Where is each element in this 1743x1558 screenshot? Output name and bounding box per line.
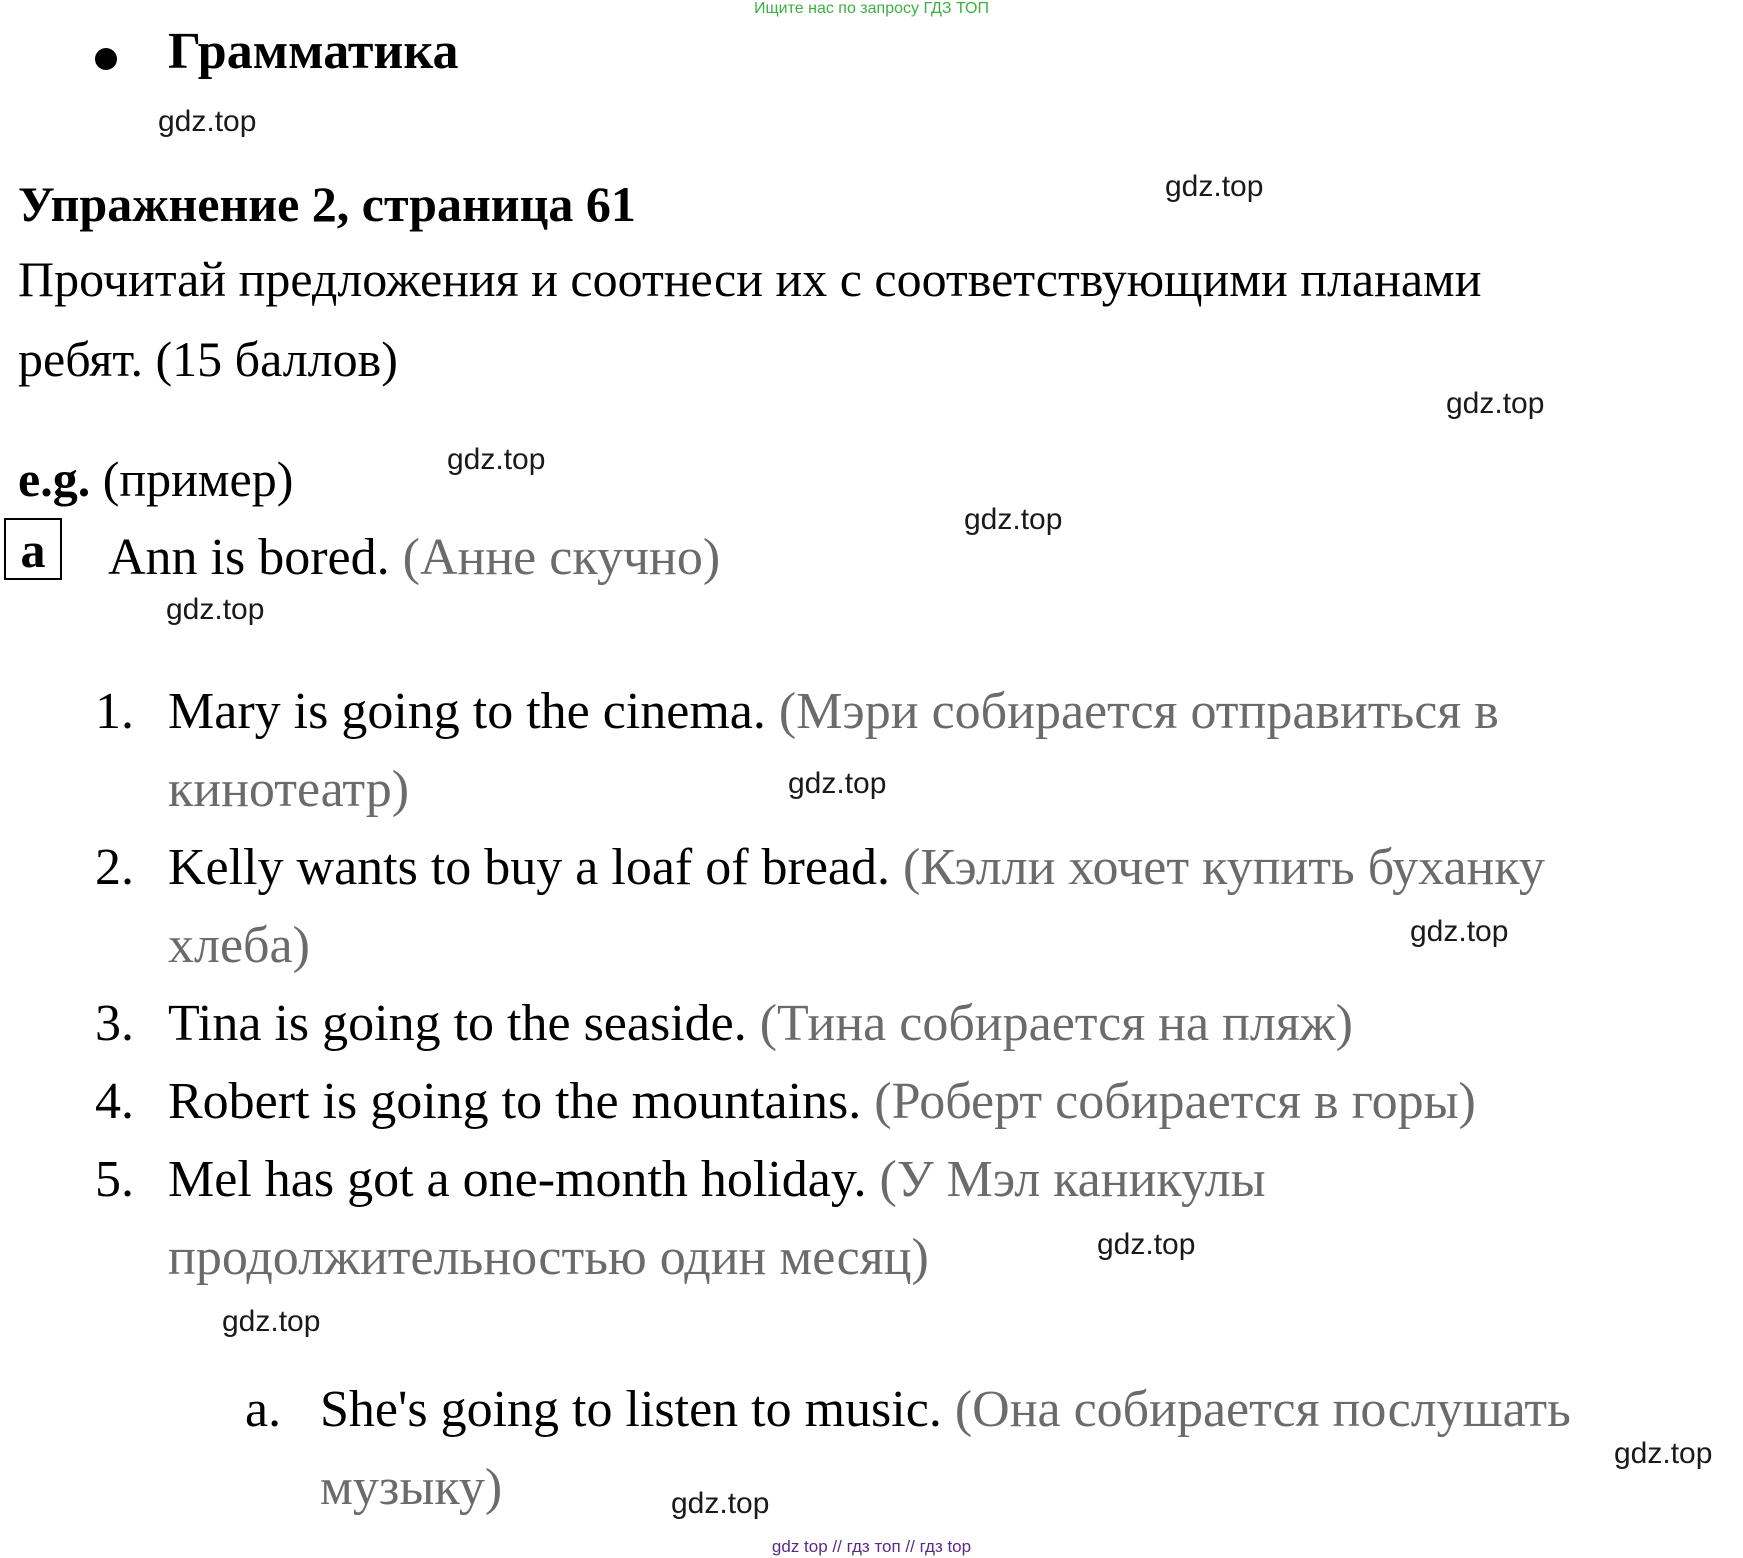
- item-translation-cont: хлеба): [168, 917, 310, 974]
- example-label: [18, 450, 293, 508]
- watermark: gdz.top: [447, 443, 546, 476]
- item-translation: (Мэри собирается отправиться в: [765, 683, 1499, 740]
- item-text: Mary is going to the cinema.: [168, 683, 766, 740]
- search-hint: Ищите нас по запросу ГДЗ ТОП: [754, 0, 989, 17]
- bullet-icon: [95, 48, 117, 70]
- instruction-line-1: Прочитай предложения и соотнеси их с соответствующими планами: [18, 251, 1482, 307]
- item-sentence: [168, 682, 1499, 741]
- footer-links: gdz top // гдз топ // гдз top: [771, 1537, 972, 1556]
- plan-text: She's going to listen to music.: [320, 1381, 942, 1438]
- item-text: Robert is going to the mountains.: [168, 1073, 862, 1130]
- plan-letter: a.: [245, 1381, 282, 1438]
- example-text: Ann is bored.: [108, 529, 390, 586]
- example-translation: (Анне скучно): [389, 529, 721, 586]
- item-translation: (Тина собирается на пляж): [746, 995, 1353, 1052]
- item-text: Mel has got a one-month holiday.: [168, 1151, 867, 1208]
- watermark: gdz.top: [166, 593, 265, 626]
- item-translation: (Роберт собирается в горы): [861, 1073, 1476, 1130]
- plan-sentence: [320, 1380, 1571, 1439]
- item-number: 1.: [95, 683, 134, 740]
- exercise-title: Упражнение 2, страница 61: [18, 176, 636, 232]
- item-translation-cont: кинотеатр): [168, 761, 410, 818]
- plan-translation-cont: музыку): [320, 1459, 503, 1516]
- item-text: Kelly wants to buy a loaf of bread.: [168, 839, 891, 896]
- watermark: gdz.top: [1097, 1228, 1196, 1261]
- item-translation: (У Мэл каникулы: [866, 1151, 1266, 1208]
- item-translation: (Кэлли хочет купить буханку: [890, 839, 1545, 896]
- watermark: gdz.top: [222, 1305, 321, 1338]
- plan-translation: (Она собирается послушать: [941, 1381, 1571, 1438]
- item-sentence: [168, 1072, 1476, 1131]
- instruction-line-2: ребят. (15 баллов): [18, 331, 398, 387]
- item-sentence: [168, 1150, 1266, 1209]
- item-number: 5.: [95, 1151, 134, 1208]
- watermark: gdz.top: [788, 767, 887, 800]
- item-number: 4.: [95, 1073, 134, 1130]
- example-label-rest: (пример): [90, 451, 294, 507]
- watermark: gdz.top: [1410, 915, 1509, 948]
- example-label-bold: e.g.: [18, 451, 91, 507]
- item-text: Tina is going to the seaside.: [168, 995, 747, 1052]
- watermark: gdz.top: [1165, 170, 1264, 203]
- example-sentence: [108, 528, 720, 587]
- item-number: 2.: [95, 839, 134, 896]
- example-answer-box: a: [4, 518, 62, 580]
- item-number: 3.: [95, 995, 134, 1052]
- watermark: gdz.top: [964, 503, 1063, 536]
- item-sentence: [168, 838, 1545, 897]
- section-title: Грамматика: [168, 23, 459, 80]
- watermark: gdz.top: [158, 105, 257, 138]
- watermark: gdz.top: [671, 1487, 770, 1520]
- item-sentence: [168, 994, 1353, 1053]
- watermark: gdz.top: [1614, 1437, 1713, 1470]
- watermark: gdz.top: [1446, 387, 1545, 420]
- item-translation-cont: продолжительностью один месяц): [168, 1229, 929, 1286]
